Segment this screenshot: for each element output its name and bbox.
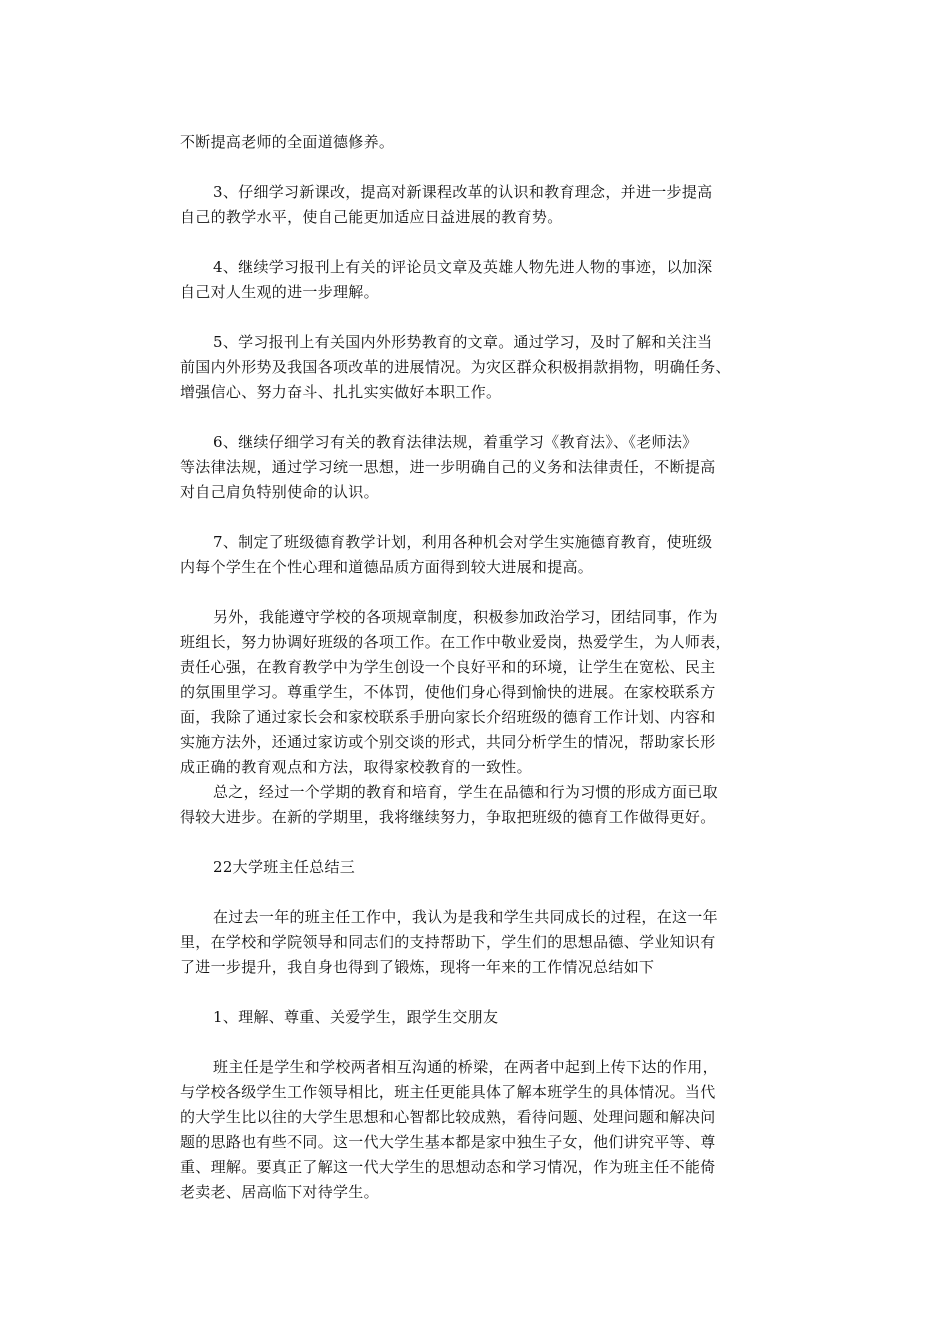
- paragraph-body: 班主任是学生和学校两者相互沟通的桥梁，在两者中起到上传下达的作用， 与学校各级学生工作领导相比，班主任更能具体了解本班学生的具体情况。当代 的大学生比以往的大学生思想和心智都比较成熟，看待问题、处理问题和解决问 题的思路也有些不同。这一代大学生基本都是家中独生子女，他们讲究平等、尊 重、理解。要真正了解这一代大学生的思想动态和学习情况，作为班主任不能倚 老卖老、居高临下对待学生。: [180, 1058, 718, 1201]
- paragraph-item-4: 4、继续学习报刊上有关的评论员文章及英雄人物先进人物的事迹，以加深 自己对人生观的进一步理解。: [180, 258, 713, 301]
- section-heading: 22大学班主任总结三: [213, 858, 356, 876]
- paragraph-intro: 在过去一年的班主任工作中，我认为是我和学生共同成长的过程，在这一年 里，在学校和学院领导和同志们的支持帮助下，学生们的思想品德、学业知识有 了进一步提升，我自身也得到了锻炼，现将一年来的工作情况总结如下: [180, 908, 718, 976]
- paragraph-item-6: 6、继续仔细学习有关的教育法律法规，着重学习《教育法》、《老师法》 等法律法规，通过学习统一思想，进一步明确自己的义务和法律责任，不断提高 对自己肩负特别使命的认识。: [180, 433, 716, 501]
- paragraph-item-7: 7、制定了班级德育教学计划，利用各种机会对学生实施德育教育，使班级 内每个学生在个性心理和道德品质方面得到较大进展和提高。: [180, 533, 713, 576]
- subheading-item-1: 1、理解、尊重、关爱学生，跟学生交朋友: [213, 1008, 499, 1026]
- paragraph-item-3: 3、仔细学习新课改，提高对新课程改革的认识和教育理念，并进一步提高 自己的教学水平，使自己能更加适应日益进展的教育势。: [180, 183, 713, 226]
- paragraph-continuation: 不断提高老师的全面道德修养。: [180, 133, 395, 151]
- paragraph-item-5: 5、学习报刊上有关国内外形势教育的文章。通过学习，及时了解和关注当 前国内外形势及我国各项改革的进展情况。为灾区群众积极捐款捐物，明确任务、 增强信心、努力奋斗、扎扎实实做好本职工作。: [180, 333, 731, 401]
- paragraph-conclusion: 总之，经过一个学期的教育和培育，学生在品德和行为习惯的形成方面已取 得较大进步。在新的学期里，我将继续努力，争取把班级的德育工作做得更好。: [180, 783, 718, 826]
- paragraph-additionally: 另外，我能遵守学校的各项规章制度，积极参加政治学习，团结同事，作为 班组长，努力协调好班级的各项工作。在工作中敬业爱岗，热爱学生，为人师表， 责任心强，在教育教学中为学生创设一个良好平和的环境，让学生在宽松、民主 的氛围里学习。尊重学生，不体罚，使他们身心得到愉快的进展。在家校联系方 面，我除了通过家长会和家校联系手册向家长介绍班级的德育工作计划、内容和 实施方法外，还通过家访或个别交谈的形式，共同分析学生的情况，帮助家长形 成正确的教育观点和方法，取得家校教育的一致性。: [180, 608, 731, 776]
